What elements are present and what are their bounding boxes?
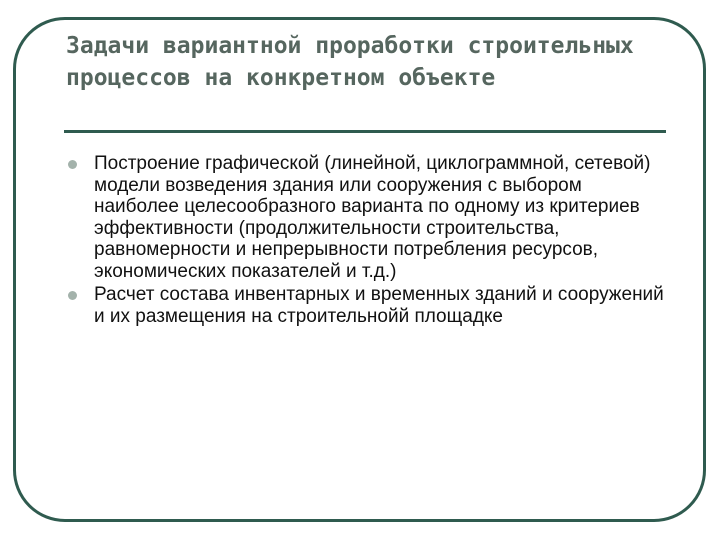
list-item	[66, 153, 666, 282]
bullet-icon	[68, 160, 77, 169]
title-divider	[64, 130, 666, 133]
bullet-text: Построение графической (линейной, циклограммной, сетевой) модели возведения здания или сооружения с выбором наиболее целесообразного варианта по одному из критериев эффективности (продолжительности строительства, равномерности и непрерывности потребления ресурсов, экономических показателей и т.д.)	[94, 153, 651, 282]
bullet-text: Расчет состава инвентарных и временных зданий и сооружений и их размещения на строительнойй площадке	[94, 284, 664, 327]
slide-title: Задачи вариантной проработки строительных процессов на конкретном объекте	[66, 33, 634, 91]
bullet-list	[66, 153, 666, 329]
list-item	[66, 284, 666, 327]
bullet-icon	[68, 291, 77, 300]
